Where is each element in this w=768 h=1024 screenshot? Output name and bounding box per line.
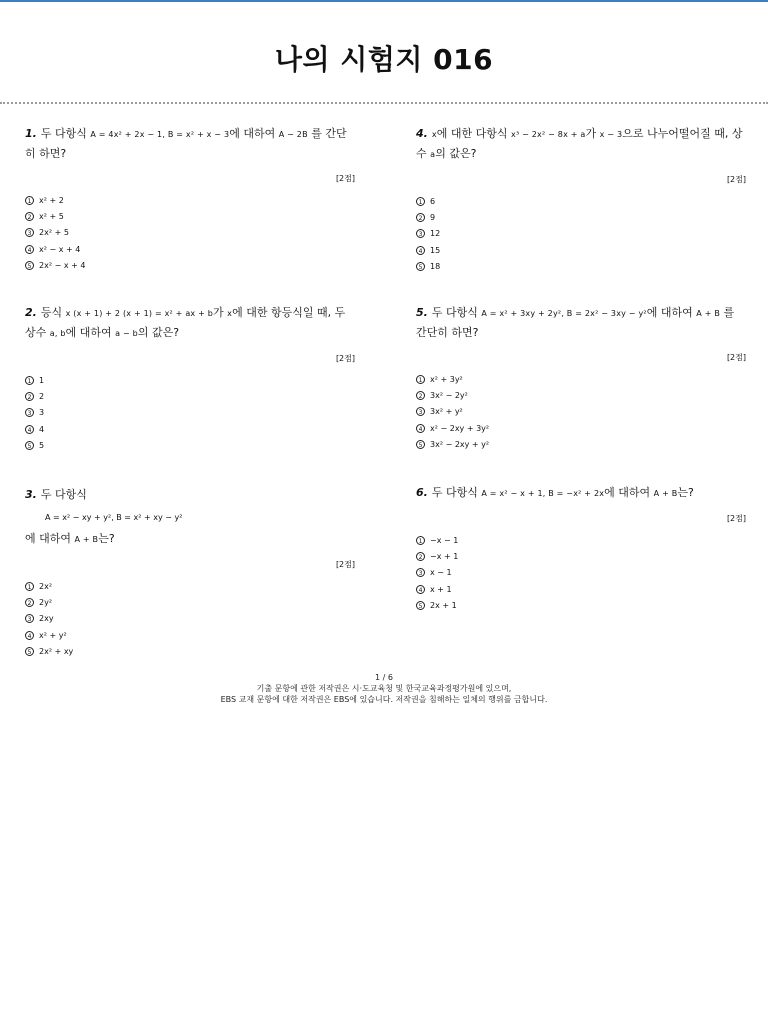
question-text: 두 다항식 — [40, 127, 91, 140]
choice-5[interactable] — [416, 258, 746, 274]
choice-text: x − 1 — [430, 568, 452, 578]
math-expression: a — [430, 150, 436, 159]
question-2 — [25, 303, 355, 453]
choice-text: 3x² − 2xy + y² — [430, 439, 490, 449]
choice-list — [25, 372, 355, 453]
choice-2[interactable] — [25, 208, 355, 224]
choice-1[interactable] — [416, 193, 746, 209]
question-1 — [25, 124, 355, 273]
choice-number-marker: 4 — [416, 424, 425, 433]
choice-text: 2x² + 5 — [39, 228, 69, 238]
choice-text: x² + 3y² — [430, 374, 463, 384]
choice-list — [416, 371, 746, 452]
math-expression: x − 3 — [599, 130, 623, 139]
choice-list — [416, 193, 746, 274]
question-number: 3. — [25, 488, 37, 501]
copyright-notice-line-2: EBS 교재 문항에 대한 저작권은 EBS에 있습니다. 저작권을 침해하는 일체의 행위를 금합니다. — [220, 695, 548, 704]
choice-number-marker: 1 — [416, 375, 425, 384]
choice-text: 2x² − x + 4 — [39, 260, 86, 270]
points-label: [2점] — [726, 353, 746, 362]
points-label: [2점] — [335, 560, 355, 569]
question-text: 의 값은? — [435, 147, 477, 160]
choice-3[interactable] — [25, 611, 355, 627]
choice-text: −x + 1 — [430, 551, 459, 561]
math-expression: x — [431, 130, 437, 139]
choice-text: 5 — [39, 440, 45, 450]
question-text: 등식 — [40, 306, 66, 319]
choice-4[interactable] — [25, 241, 355, 257]
question-text: 두 다항식 — [431, 306, 482, 319]
choice-text: x + 1 — [430, 584, 452, 594]
question-text: 두 다항식 — [40, 488, 87, 501]
choice-text: x² − 2xy + 3y² — [430, 423, 490, 433]
choice-text: 3x² + y² — [430, 407, 463, 417]
question-text: 가 — [585, 127, 600, 140]
choice-1[interactable] — [416, 371, 746, 387]
page-number: 1 / 6 — [375, 673, 393, 682]
question-text: 가 — [213, 306, 228, 319]
choice-2[interactable] — [416, 387, 746, 403]
choice-5[interactable] — [25, 643, 355, 659]
question-stem-continued — [25, 529, 355, 549]
copyright-notice-line-1: 기출 문항에 관한 저작권은 시·도교육청 및 한국교육과정평가원에 있으며, — [256, 684, 512, 693]
choice-text: 3 — [39, 408, 45, 418]
choice-number-marker: 1 — [25, 196, 34, 205]
choice-1[interactable] — [25, 578, 355, 594]
question-stem — [25, 124, 355, 163]
choice-number-marker: 5 — [25, 441, 34, 450]
choice-number-marker: 5 — [25, 261, 34, 270]
choice-number-marker: 3 — [416, 229, 425, 238]
choice-2[interactable] — [25, 388, 355, 404]
question-stem — [416, 303, 746, 342]
points-label: [2점] — [335, 354, 355, 363]
choice-2[interactable] — [416, 209, 746, 225]
math-expression: a, b — [49, 329, 66, 338]
question-text: 는? — [677, 486, 694, 499]
choice-5[interactable] — [416, 436, 746, 452]
question-number: 6. — [416, 486, 428, 499]
choice-number-marker: 2 — [25, 598, 34, 607]
choice-number-marker: 2 — [25, 212, 34, 221]
question-text: 를 간단히 하면? — [416, 306, 735, 339]
choice-3[interactable] — [416, 226, 746, 242]
choice-number-marker: 4 — [25, 425, 34, 434]
choice-number-marker: 3 — [25, 614, 34, 623]
question-text: 에 대하여 — [229, 127, 279, 140]
choice-number-marker: 2 — [416, 391, 425, 400]
choice-number-marker: 2 — [416, 213, 425, 222]
choice-text: x² + 2 — [39, 195, 64, 205]
points-label: [2점] — [335, 174, 355, 183]
choice-number-marker: 4 — [25, 245, 34, 254]
math-expression: x — [227, 309, 233, 318]
choice-4[interactable] — [416, 242, 746, 258]
math-expression: A = 4x² + 2x − 1, B = x² + x − 3 — [90, 130, 230, 139]
choice-3[interactable] — [416, 565, 746, 581]
formula-line: A = x² − xy + y², B = x² + xy − y² — [45, 513, 183, 522]
choice-number-marker: 3 — [25, 228, 34, 237]
choice-text: 2x² + xy — [39, 646, 74, 656]
choice-number-marker: 4 — [416, 246, 425, 255]
choice-2[interactable] — [25, 594, 355, 610]
question-stem — [416, 124, 746, 164]
math-expression: A + B — [74, 535, 99, 544]
math-expression: A + B — [653, 489, 678, 498]
points-label: [2점] — [726, 175, 746, 184]
choice-5[interactable] — [416, 597, 746, 613]
question-6 — [416, 483, 746, 613]
question-number: 2. — [25, 306, 37, 319]
choice-number-marker: 1 — [25, 582, 34, 591]
points-label: [2점] — [726, 514, 746, 523]
choice-text: x² + 5 — [39, 211, 64, 221]
choice-2[interactable] — [416, 548, 746, 564]
choice-5[interactable] — [25, 437, 355, 453]
question-stem — [25, 485, 355, 504]
math-expression: a − b — [115, 329, 138, 338]
choice-number-marker: 4 — [416, 585, 425, 594]
choice-1[interactable] — [416, 532, 746, 548]
question-3 — [25, 485, 355, 659]
choice-text: 4 — [39, 424, 45, 434]
choice-number-marker: 2 — [416, 552, 425, 561]
math-expression: A + B — [696, 309, 721, 318]
choice-1[interactable] — [25, 192, 355, 208]
choice-text: 1 — [39, 375, 45, 385]
choice-list — [25, 192, 355, 273]
choice-3[interactable] — [416, 404, 746, 420]
math-expression: x³ − 2x² − 8x + a — [511, 130, 586, 139]
choice-4[interactable] — [25, 421, 355, 437]
choice-text: 2xy — [39, 614, 54, 624]
question-number: 4. — [416, 127, 428, 140]
page-title: 나의 시험지 016 — [274, 43, 494, 76]
choice-text: 3x² − 2y² — [430, 390, 468, 400]
question-text: 의 값은? — [137, 326, 180, 339]
choice-text: 2 — [39, 391, 45, 401]
math-expression: A = x² + 3xy + 2y², B = 2x² − 3xy − y² — [481, 309, 647, 318]
choice-number-marker: 3 — [416, 407, 425, 416]
choice-1[interactable] — [25, 372, 355, 388]
choice-text: 12 — [430, 229, 441, 239]
top-accent-bar — [0, 0, 768, 2]
question-5 — [416, 303, 746, 452]
question-text: 에 대한 다항식 — [436, 127, 512, 140]
question-4 — [416, 124, 746, 274]
question-stem — [25, 303, 355, 343]
page-footer — [0, 672, 768, 705]
choice-5[interactable] — [25, 257, 355, 273]
choice-3[interactable] — [25, 405, 355, 421]
choice-text: 2x + 1 — [430, 600, 457, 610]
choice-text: 6 — [430, 196, 436, 206]
choice-number-marker: 5 — [416, 601, 425, 610]
choice-4[interactable] — [416, 420, 746, 436]
choice-number-marker: 1 — [25, 376, 34, 385]
choice-text: 9 — [430, 212, 436, 222]
math-expression: A − 2B — [278, 130, 308, 139]
choice-text: x² − x + 4 — [39, 244, 81, 254]
choice-4[interactable] — [25, 627, 355, 643]
question-stem — [416, 483, 746, 503]
choice-list — [25, 578, 355, 659]
choice-number-marker: 5 — [416, 440, 425, 449]
choice-text: 18 — [430, 261, 441, 271]
question-text: 에 대한 항등식일 때, 두 상수 — [25, 306, 346, 339]
choice-text: 2x² — [39, 581, 53, 591]
question-text: 에 대하여 — [604, 486, 654, 499]
choice-number-marker: 3 — [416, 568, 425, 577]
question-text: 는? — [98, 532, 115, 545]
question-text: 으로 나누어떨어질 때, 상수 — [416, 127, 743, 160]
choice-number-marker: 1 — [416, 197, 425, 206]
choice-text: x² + y² — [39, 630, 67, 640]
math-expression: A = x² − x + 1, B = −x² + 2x — [481, 489, 605, 498]
choice-number-marker: 2 — [25, 392, 34, 401]
choice-list — [416, 532, 746, 613]
choice-3[interactable] — [25, 225, 355, 241]
question-text: 에 대하여 — [25, 532, 75, 545]
choice-4[interactable] — [416, 581, 746, 597]
choice-number-marker: 1 — [416, 536, 425, 545]
choice-number-marker: 5 — [416, 262, 425, 271]
title-divider — [0, 102, 768, 104]
question-text: 를 간단히 하면? — [25, 127, 347, 160]
math-expression: x (x + 1) + 2 (x + 1) = x² + ax + b — [65, 309, 214, 318]
question-text: 두 다항식 — [431, 486, 482, 499]
question-text: 에 대하여 — [65, 326, 116, 339]
choice-number-marker: 3 — [25, 408, 34, 417]
choice-text: 2y² — [39, 597, 53, 607]
question-text: 에 대하여 — [646, 306, 697, 319]
choice-text: 15 — [430, 245, 441, 255]
choice-number-marker: 4 — [25, 631, 34, 640]
question-number: 5. — [416, 306, 428, 319]
choice-number-marker: 5 — [25, 647, 34, 656]
question-number: 1. — [25, 127, 37, 140]
choice-text: −x − 1 — [430, 535, 459, 545]
